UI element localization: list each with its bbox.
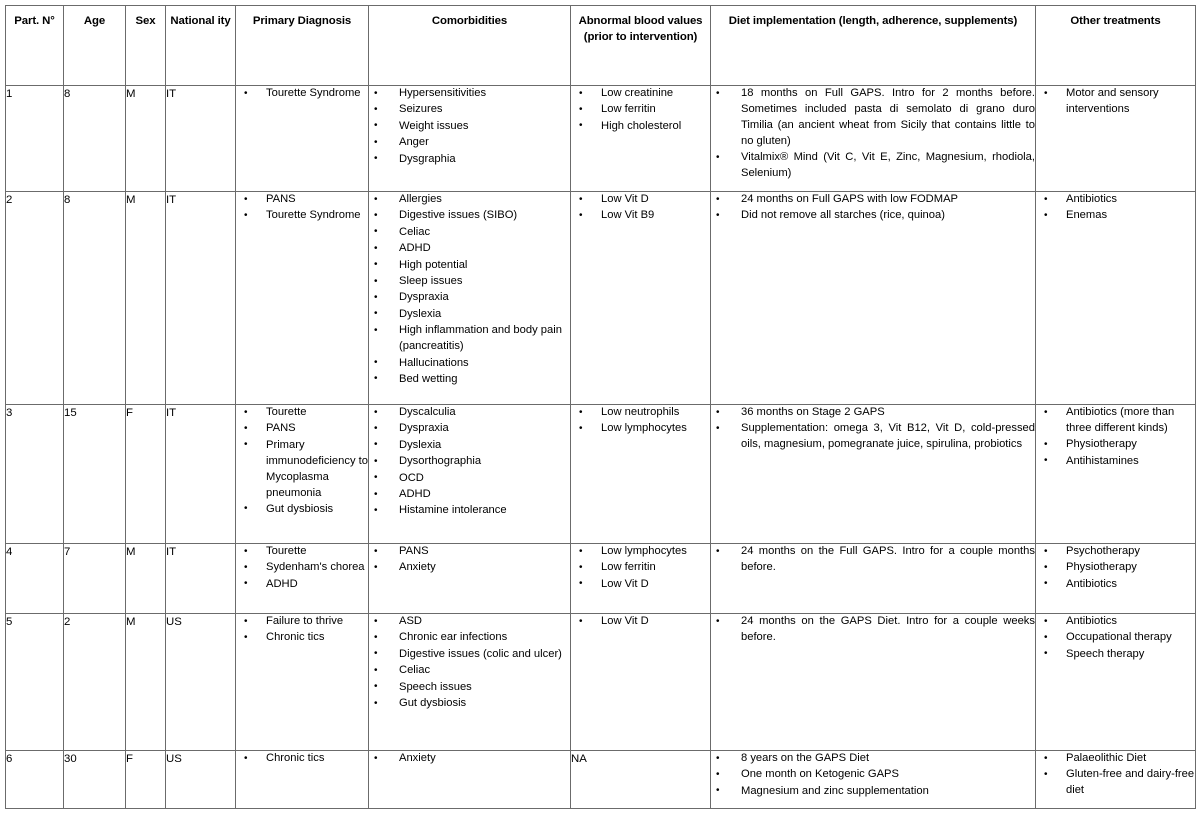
cell-diet-implementation <box>711 192 1036 405</box>
list-item: • ADHD <box>369 241 570 257</box>
list-item: • Hypersensitivities <box>369 86 570 102</box>
list-item: • Low Vit D <box>571 614 710 630</box>
cell-diet-implementation <box>711 86 1036 192</box>
list-item: • Low neutrophils <box>571 405 710 421</box>
cell-sex: M <box>126 86 166 192</box>
list-item: • High inflammation and body pain (pancreatitis) <box>369 323 570 355</box>
table-row <box>6 544 1196 614</box>
cell-participant-number: 1 <box>6 86 64 192</box>
list-item: • Celiac <box>369 663 570 679</box>
other-list <box>1036 614 1195 663</box>
blood-list <box>571 86 710 135</box>
list-item: • Sydenham's chorea <box>236 560 368 576</box>
cell-primary-diagnosis <box>236 86 369 192</box>
list-item: • Failure to thrive <box>236 614 368 630</box>
list-item: • Digestive issues (SIBO) <box>369 208 570 224</box>
cell-other-treatments <box>1036 192 1196 405</box>
list-item: • 24 months on the Full GAPS. Intro for a couple months before. <box>711 544 1035 576</box>
list-item: • 36 months on Stage 2 GAPS <box>711 405 1035 421</box>
table-header-row <box>6 6 1196 86</box>
cell-participant-number: 3 <box>6 405 64 544</box>
list-item: • 8 years on the GAPS Diet <box>711 751 1035 767</box>
cell-participant-number: 5 <box>6 614 64 751</box>
cell-other-treatments <box>1036 544 1196 614</box>
other-list <box>1036 405 1195 470</box>
list-item: • Allergies <box>369 192 570 208</box>
list-item: • ADHD <box>369 487 570 503</box>
cell-abnormal-blood-values <box>571 614 711 751</box>
list-item: • PANS <box>236 421 368 437</box>
list-item: • Low Vit B9 <box>571 208 710 224</box>
list-item: • Dyspraxia <box>369 421 570 437</box>
list-item: • Dysgraphia <box>369 152 570 168</box>
list-item: • Low creatinine <box>571 86 710 102</box>
table-row <box>6 751 1196 809</box>
comorbidities-list <box>369 192 570 388</box>
list-item: • Low lymphocytes <box>571 421 710 437</box>
list-item: • Motor and sensory interventions <box>1036 86 1195 118</box>
cell-primary-diagnosis <box>236 614 369 751</box>
list-item: • Psychotherapy <box>1036 544 1195 560</box>
cell-participant-number: 2 <box>6 192 64 405</box>
cell-sex: M <box>126 192 166 405</box>
list-item: • Weight issues <box>369 119 570 135</box>
list-item: • Bed wetting <box>369 372 570 388</box>
list-item: • Sleep issues <box>369 274 570 290</box>
list-item: • Gut dysbiosis <box>369 696 570 712</box>
list-item: • Celiac <box>369 225 570 241</box>
diagnosis-list <box>236 405 368 518</box>
cell-nationality: IT <box>166 544 236 614</box>
list-item: • One month on Ketogenic GAPS <box>711 767 1035 783</box>
cell-age: 8 <box>64 86 126 192</box>
list-item: • Hallucinations <box>369 356 570 372</box>
table-row <box>6 405 1196 544</box>
cell-sex: M <box>126 614 166 751</box>
cell-nationality: IT <box>166 192 236 405</box>
diagnosis-list <box>236 544 368 593</box>
list-item: • PANS <box>236 192 368 208</box>
table-row <box>6 614 1196 751</box>
diet-list <box>711 614 1035 646</box>
comorbidities-list <box>369 405 570 519</box>
list-item: • 24 months on the GAPS Diet. Intro for a couple weeks before. <box>711 614 1035 646</box>
list-item: • Anger <box>369 135 570 151</box>
cell-nationality: IT <box>166 405 236 544</box>
comorbidities-list <box>369 751 570 767</box>
cell-comorbidities <box>369 405 571 544</box>
other-list <box>1036 192 1195 224</box>
list-item: • Anxiety <box>369 751 570 767</box>
cell-age: 7 <box>64 544 126 614</box>
cell-primary-diagnosis <box>236 544 369 614</box>
list-item: • Chronic ear infections <box>369 630 570 646</box>
list-item: • Magnesium and zinc supplementation <box>711 784 1035 800</box>
list-item: • OCD <box>369 471 570 487</box>
comorbidities-list <box>369 544 570 576</box>
list-item: • Seizures <box>369 102 570 118</box>
diet-list <box>711 192 1035 224</box>
participant-characteristics-table <box>5 5 1196 809</box>
list-item: • Gluten-free and dairy-free diet <box>1036 767 1195 799</box>
blood-list <box>571 192 710 224</box>
list-item: • Antibiotics (more than three different kinds) <box>1036 405 1195 437</box>
cell-diet-implementation <box>711 751 1036 809</box>
cell-abnormal-blood-values <box>571 192 711 405</box>
cell-primary-diagnosis <box>236 192 369 405</box>
list-item: • Supplementation: omega 3, Vit B12, Vit D, cold-pressed oils, magnesium, pomegranate juice, spirulina, probiotics <box>711 421 1035 453</box>
list-item: • Physiotherapy <box>1036 560 1195 576</box>
list-item: • Low ferritin <box>571 102 710 118</box>
cell-comorbidities <box>369 86 571 192</box>
list-item: • Enemas <box>1036 208 1195 224</box>
column-header-nationality: National ity <box>166 6 236 86</box>
list-item: • 18 months on Full GAPS. Intro for 2 months before. Sometimes included pasta di semolato di grano duro Timilia (an ancient wheat from Sicily that contains little to no gluten) <box>711 86 1035 150</box>
list-item: • Anxiety <box>369 560 570 576</box>
cell-participant-number: 4 <box>6 544 64 614</box>
column-header-participant-number: Part. N° <box>6 6 64 86</box>
list-item: • Tourette Syndrome <box>236 208 368 224</box>
cell-diet-implementation <box>711 614 1036 751</box>
list-item: • High potential <box>369 258 570 274</box>
column-header-sex: Sex <box>126 6 166 86</box>
cell-participant-number: 6 <box>6 751 64 809</box>
comorbidities-list <box>369 614 570 712</box>
other-list <box>1036 86 1195 118</box>
cell-sex: F <box>126 405 166 544</box>
list-item: • Occupational therapy <box>1036 630 1195 646</box>
table-row <box>6 86 1196 192</box>
list-item: • Digestive issues (colic and ulcer) <box>369 647 570 663</box>
column-header-age: Age <box>64 6 126 86</box>
diagnosis-list <box>236 614 368 646</box>
diagnosis-list <box>236 192 368 224</box>
blood-list <box>571 544 710 593</box>
list-item: • Vitalmix® Mind (Vit C, Vit E, Zinc, Magnesium, rhodiola, Selenium) <box>711 150 1035 182</box>
cell-comorbidities <box>369 544 571 614</box>
column-header-diet-implementation: Diet implementation (length, adherence, supplements) <box>711 6 1036 86</box>
cell-abnormal-blood-values <box>571 405 711 544</box>
diet-list <box>711 544 1035 576</box>
list-item: • Low Vit D <box>571 192 710 208</box>
list-item: • Gut dysbiosis <box>236 502 368 518</box>
cell-abnormal-blood-values <box>571 544 711 614</box>
cell-age: 15 <box>64 405 126 544</box>
cell-age: 30 <box>64 751 126 809</box>
blood-list <box>571 405 710 437</box>
list-item: • Dyspraxia <box>369 290 570 306</box>
column-header-other-treatments: Other treatments <box>1036 6 1196 86</box>
cell-nationality: US <box>166 751 236 809</box>
cell-sex: M <box>126 544 166 614</box>
cell-nationality: IT <box>166 86 236 192</box>
diet-list <box>711 405 1035 453</box>
cell-primary-diagnosis <box>236 751 369 809</box>
cell-age: 8 <box>64 192 126 405</box>
list-item: • Speech therapy <box>1036 647 1195 663</box>
list-item: • Physiotherapy <box>1036 437 1195 453</box>
list-item: • Low lymphocytes <box>571 544 710 560</box>
column-header-abnormal-blood-values: Abnormal blood values (prior to intervention) <box>571 6 711 86</box>
cell-abnormal-blood-values: NA <box>571 751 711 809</box>
list-item: • PANS <box>369 544 570 560</box>
table-body <box>6 86 1196 809</box>
cell-comorbidities <box>369 192 571 405</box>
list-item: • Dyslexia <box>369 307 570 323</box>
list-item: • Palaeolithic Diet <box>1036 751 1195 767</box>
list-item: • Tourette <box>236 405 368 421</box>
list-item: • Antibiotics <box>1036 192 1195 208</box>
list-item: • Chronic tics <box>236 751 368 767</box>
diet-list <box>711 86 1035 182</box>
cell-sex: F <box>126 751 166 809</box>
list-item: • Antibiotics <box>1036 614 1195 630</box>
cell-age: 2 <box>64 614 126 751</box>
list-item: • Tourette Syndrome <box>236 86 368 102</box>
cell-diet-implementation <box>711 405 1036 544</box>
table-row <box>6 192 1196 405</box>
cell-primary-diagnosis <box>236 405 369 544</box>
list-item: • Histamine intolerance <box>369 503 570 519</box>
list-item: • Primary immunodeficiency to Mycoplasma pneumonia <box>236 438 368 502</box>
cell-other-treatments <box>1036 614 1196 751</box>
list-item: • Tourette <box>236 544 368 560</box>
list-item: • Low ferritin <box>571 560 710 576</box>
list-item: • ADHD <box>236 577 368 593</box>
list-item: • Dyscalculia <box>369 405 570 421</box>
diagnosis-list <box>236 751 368 767</box>
list-item: • Antihistamines <box>1036 454 1195 470</box>
list-item: • High cholesterol <box>571 119 710 135</box>
cell-other-treatments <box>1036 86 1196 192</box>
cell-diet-implementation <box>711 544 1036 614</box>
list-item: • Speech issues <box>369 680 570 696</box>
list-item: • Antibiotics <box>1036 577 1195 593</box>
list-item: • Did not remove all starches (rice, quinoa) <box>711 208 1035 224</box>
blood-list <box>571 614 710 630</box>
list-item: • Dysorthographia <box>369 454 570 470</box>
cell-nationality: US <box>166 614 236 751</box>
cell-comorbidities <box>369 614 571 751</box>
comorbidities-list <box>369 86 570 168</box>
column-header-comorbidities: Comorbidities <box>369 6 571 86</box>
other-list <box>1036 544 1195 593</box>
other-list <box>1036 751 1195 799</box>
cell-other-treatments <box>1036 405 1196 544</box>
diet-list <box>711 751 1035 800</box>
list-item: • Chronic tics <box>236 630 368 646</box>
diagnosis-list <box>236 86 368 102</box>
cell-other-treatments <box>1036 751 1196 809</box>
list-item: • ASD <box>369 614 570 630</box>
list-item: • Low Vit D <box>571 577 710 593</box>
list-item: • Dyslexia <box>369 438 570 454</box>
column-header-primary-diagnosis: Primary Diagnosis <box>236 6 369 86</box>
cell-comorbidities <box>369 751 571 809</box>
list-item: • 24 months on Full GAPS with low FODMAP <box>711 192 1035 208</box>
cell-abnormal-blood-values <box>571 86 711 192</box>
